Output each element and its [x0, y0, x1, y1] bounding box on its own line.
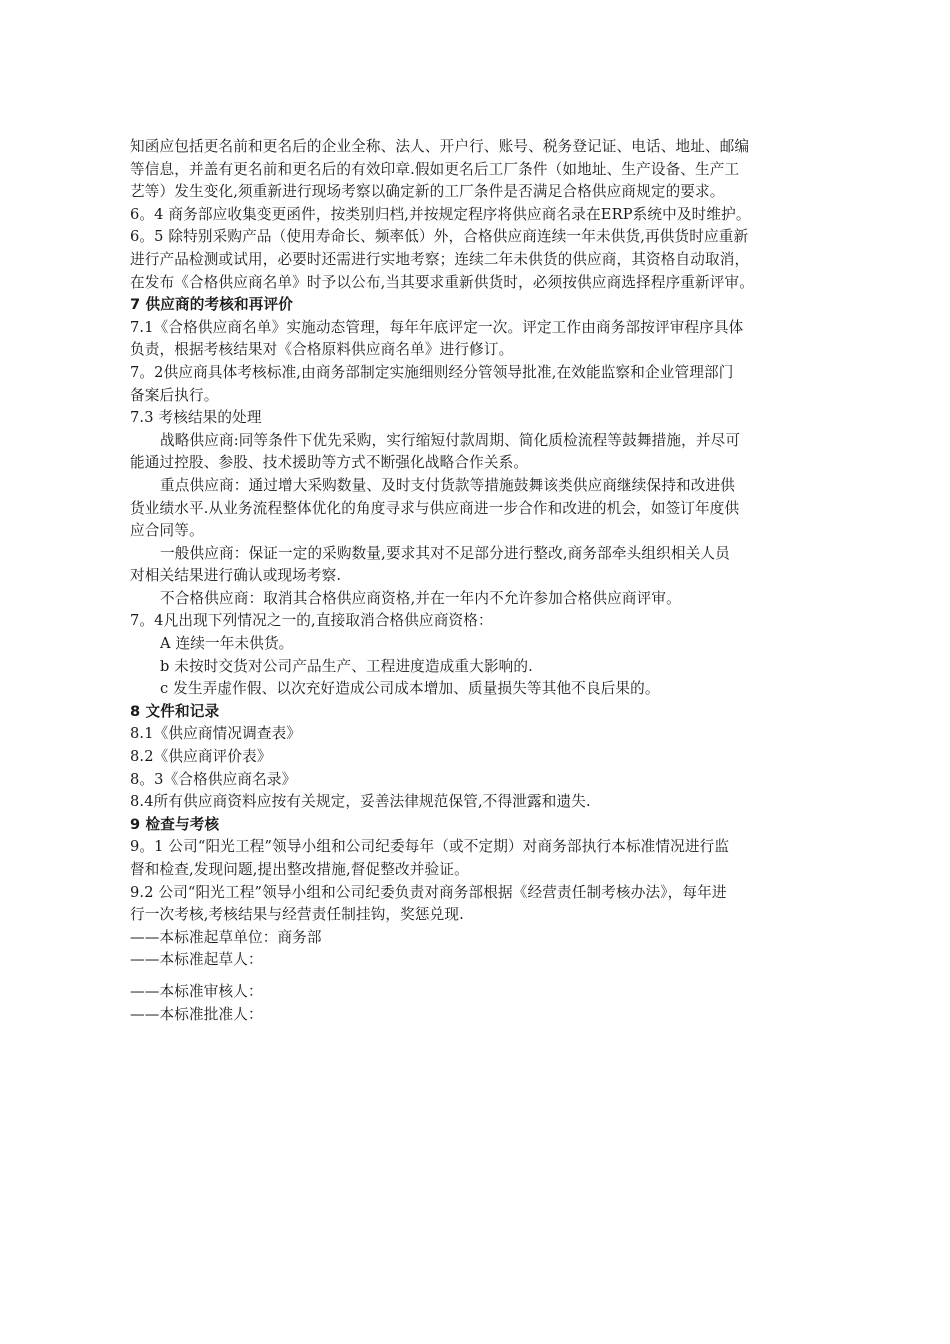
text-line: 8。3《合格供应商名录》 [130, 770, 297, 788]
text-line: 8.2《供应商评价表》 [130, 748, 272, 766]
list-item: A 连续一年未供货。 [160, 635, 294, 653]
text-line: 7.3 考核结果的处理 [130, 409, 262, 427]
text-line: 能通过控股、参股、技术援助等方式不断强化战略合作关系。 [130, 454, 529, 472]
list-item: b 未按时交货对公司产品生产、工程进度造成重大影响的. [160, 657, 533, 675]
paragraph-line: 战略供应商:同等条件下优先采购，实行缩短付款周期、简化质检流程等鼓舞措施，并尽可 [160, 431, 741, 449]
text-line: ——本标准批准人： [130, 1005, 263, 1023]
text-line: 行一次考核,考核结果与经营责任制挂钩，奖惩兑现. [130, 906, 464, 924]
text-line: 进行产品检测或试用，必要时还需进行实地考察；连续二年未供货的供应商，其资格自动取消， [130, 250, 750, 268]
section-heading: 8 文件和记录 [130, 702, 220, 720]
text-line: 在发布《合格供应商名单》时予以公布,当其要求重新供货时，必须按供应商选择程序重新评审。 [130, 273, 755, 291]
list-item: c 发生弄虚作假、以次充好造成公司成本增加、质量损失等其他不良后果的。 [160, 680, 660, 698]
text-line: ——本标准起草人： [130, 951, 263, 969]
text-line: ——本标准审核人： [130, 982, 263, 1000]
text-line: 7.1《合格供应商名单》实施动态管理，每年年底评定一次。评定工作由商务部按评审程序具体 [130, 318, 744, 336]
text-line: ——本标准起草单位：商务部 [130, 928, 322, 946]
text-line: 知函应包括更名前和更名后的企业全称、法人、开户行、账号、税务登记证、电话、地址、邮编 [130, 138, 750, 155]
section-heading: 7 供应商的考核和再评价 [130, 296, 293, 314]
text-line: 8.1《供应商情况调查表》 [130, 725, 302, 743]
text-line: 6。4 商务部应收集变更函件，按类别归档,并按规定程序将供应商名录在ERP系统中及时维护。 [130, 205, 751, 223]
paragraph-line: 一般供应商：保证一定的采购数量,要求其对不足部分进行整改,商务部牵头组织相关人员 [160, 544, 730, 562]
text-line: 9。1 公司“阳光工程”领导小组和公司纪委每年（或不定期）对商务部执行本标准情况进行监 [130, 838, 730, 856]
text-line: 对相关结果进行确认或现场考察. [130, 567, 342, 585]
text-line: 等信息，并盖有更名前和更名后的有效印章.假如更名后工厂条件（如地址、生产设备、生产工 [130, 160, 740, 178]
paragraph-line: 不合格供应商：取消其合格供应商资格,并在一年内不允许参加合格供应商评审。 [160, 589, 681, 607]
text-line: 督和检查,发现问题,提出整改措施,督促整改并验证。 [130, 861, 469, 878]
text-line: 负责，根据考核结果对《合格原料供应商名单》进行修订。 [130, 341, 514, 359]
text-line: 货业绩水平.从业务流程整体优化的角度寻求与供应商进一步合作和改进的机会，如签订年度供 [130, 499, 740, 517]
text-line: 备案后执行。 [130, 386, 219, 404]
text-line: 艺等）发生变化,须重新进行现场考察以确定新的工厂条件是否满足合格供应商规定的要求。 [130, 183, 725, 201]
section-heading: 9 检查与考核 [130, 815, 220, 833]
text-line: 7。4凡出现下列情况之一的,直接取消合格供应商资格： [130, 612, 493, 630]
text-line: 6。5 除特别采购产品（使用寿命长、频率低）外，合格供应商连续一年未供货,再供货时应重新 [130, 228, 749, 246]
text-line: 7。2供应商具体考核标准,由商务部制定实施细则经分管领导批准,在效能监察和企业管理部门 [130, 363, 734, 381]
text-line: 应合同等。 [130, 522, 204, 540]
text-line: 8.4所有供应商资料应按有关规定，妥善法律规范保管,不得泄露和遗失. [130, 793, 591, 811]
text-line: 9.2 公司“阳光工程”领导小组和公司纪委负责对商务部根据《经营责任制考核办法》，每年进 [130, 883, 727, 901]
paragraph-line: 重点供应商：通过增大采购数量、及时支付货款等措施鼓舞该类供应商继续保持和改进供 [160, 476, 736, 494]
